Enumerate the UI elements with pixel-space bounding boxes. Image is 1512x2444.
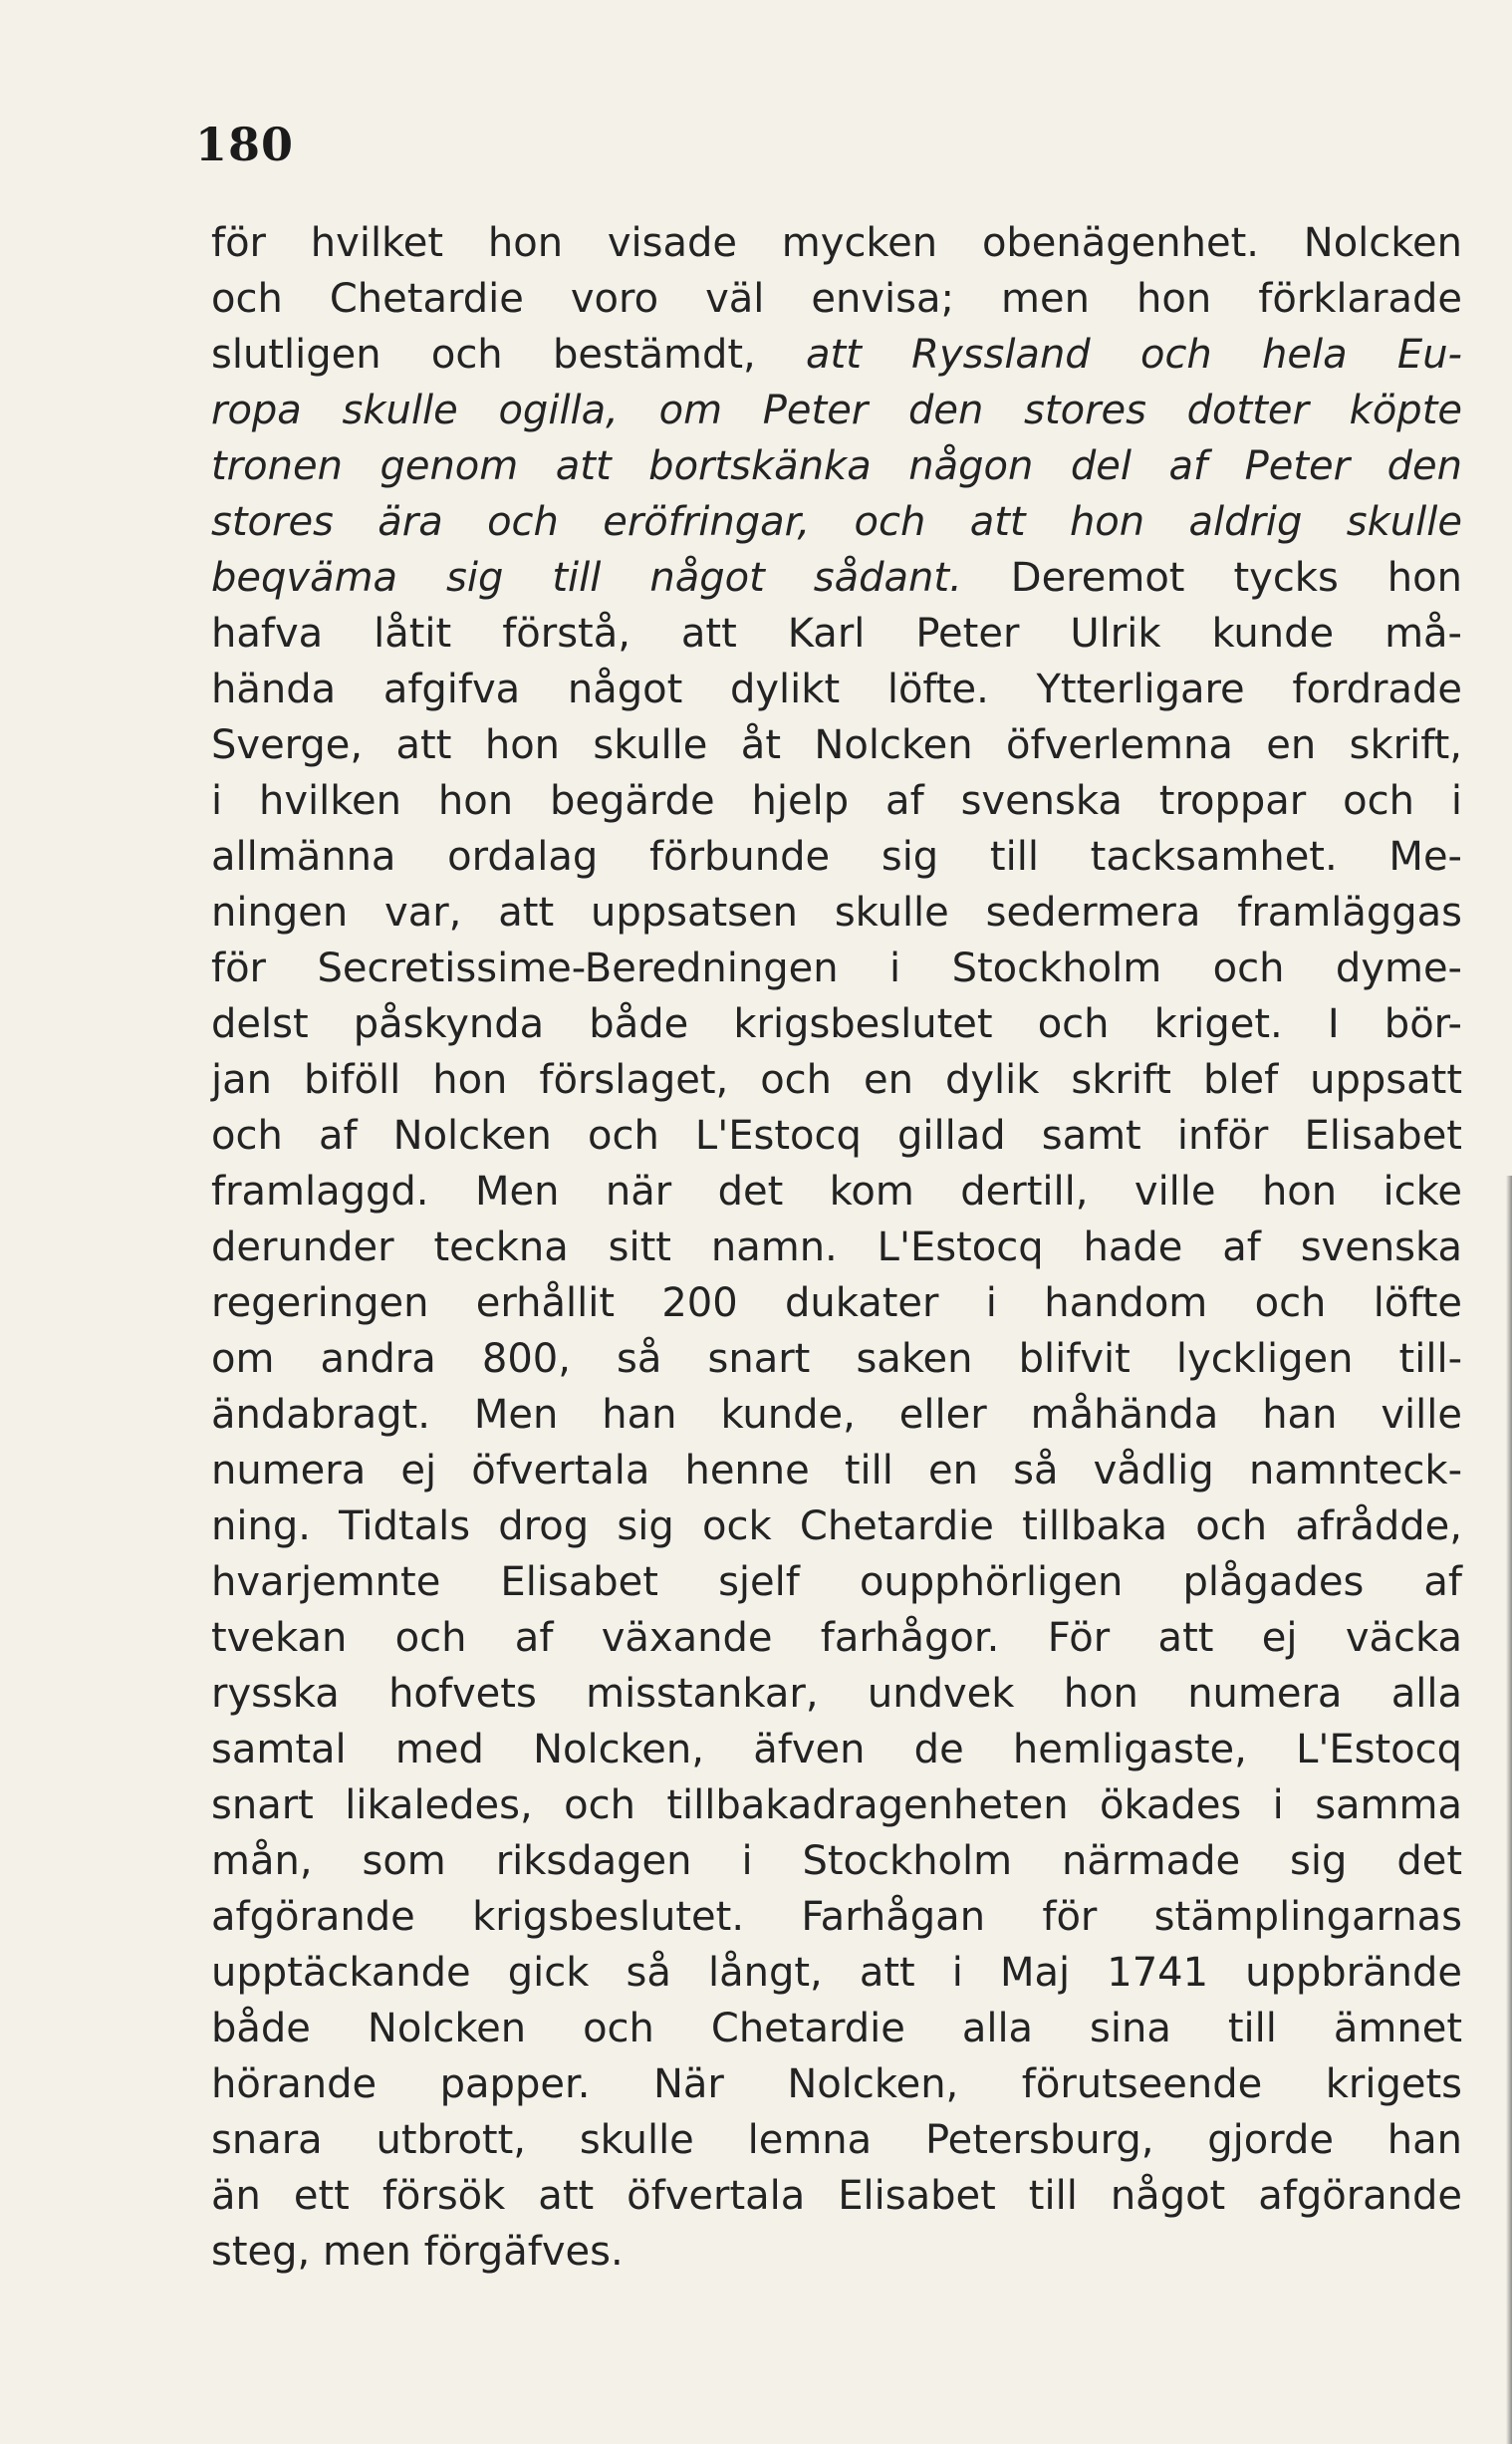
text-line: mån, som riksdagen i Stockholm närmade sig det — [211, 1838, 1462, 1884]
text-line: hvarjemnte Elisabet sjelf oupphörligen plågades af — [211, 1559, 1462, 1605]
text-line: hafva låtit förstå, att Karl Peter Ulrik kunde må- — [211, 611, 1462, 657]
text-line — [211, 383, 1462, 438]
text-line: upptäckande gick så långt, att i Maj 1741 uppbrände — [211, 1950, 1462, 1996]
text-line: delst påskynda både krigsbeslutet och kriget. I bör- — [211, 1001, 1462, 1047]
text-line — [211, 494, 1462, 550]
text-line: slutligen och bestämdt, att Ryssland och hela Eu- — [211, 332, 1462, 378]
text-line: hörande papper. När Nolcken, förutseende krigets — [211, 2061, 1462, 2107]
page-edge-shadow — [1506, 1176, 1512, 2444]
text-line: och af Nolcken och L'Estocq gillad samt inför Elisabet — [211, 1113, 1462, 1159]
text-line: samtal med Nolcken, äfven de hemligaste, L'Estocq — [211, 1727, 1462, 1772]
text-line: framlaggd. Men när det kom dertill, ville hon icke — [211, 1169, 1462, 1215]
text-line: ändabragt. Men han kunde, eller måhända han ville — [211, 1392, 1462, 1438]
text-line: rysska hofvets misstankar, undvek hon numera alla — [211, 1671, 1462, 1717]
text-line: snara utbrott, skulle lemna Petersburg, gjorde han — [211, 2117, 1462, 2163]
text-line: än ett försök att öfvertala Elisabet till något afgörande — [211, 2173, 1462, 2219]
italic-text: beqväma sig till något sådant. — [211, 555, 962, 601]
text-line: derunder teckna sitt namn. L'Estocq hade af svenska — [211, 1224, 1462, 1270]
body-text — [211, 215, 1462, 2280]
italic-text: att Ryssland och hela Eu- — [806, 332, 1462, 378]
text-line: snart likaledes, och tillbakadragenheten ökades i samma — [211, 1782, 1462, 1828]
text-line: allmänna ordalag förbunde sig till tacksamhet. Me- — [211, 834, 1462, 880]
text-line: numera ej öfvertala henne till en så vådlig namnteck- — [211, 1448, 1462, 1494]
text-line: i hvilken hon begärde hjelp af svenska troppar och i — [211, 778, 1462, 824]
text-line: steg, men förgäfves. — [211, 2229, 624, 2275]
text-line: tvekan och af växande farhågor. För att ej väcka — [211, 1615, 1462, 1661]
text-line: Sverge, att hon skulle åt Nolcken öfverlemna en skrift, — [211, 722, 1462, 768]
italic-text: tronen genom att bortskänka någon del af Peter den — [211, 443, 1462, 489]
text-line: hända afgifva något dylikt löfte. Ytterligare fordrade — [211, 667, 1462, 712]
text-line: regeringen erhållit 200 dukater i handom och löfte — [211, 1280, 1462, 1326]
text-line: jan biföll hon förslaget, och en dylik skrift blef uppsatt — [211, 1057, 1462, 1103]
text-line: afgörande krigsbeslutet. Farhågan för stämplingarnas — [211, 1894, 1462, 1940]
italic-text: ropa skulle ogilla, om Peter den stores dotter köpte — [211, 388, 1462, 433]
text-line: för hvilket hon visade mycken obenägenhet. Nolcken — [211, 220, 1462, 266]
text-line: både Nolcken och Chetardie alla sina till ämnet — [211, 2006, 1462, 2051]
text-line: om andra 800, så snart saken blifvit lyckligen till- — [211, 1336, 1462, 1382]
text-line: ningen var, att uppsatsen skulle sedermera framläggas — [211, 890, 1462, 936]
italic-text: stores ära och eröfringar, och att hon aldrig skulle — [211, 499, 1462, 545]
text-line: ning. Tidtals drog sig ock Chetardie tillbaka och afrådde, — [211, 1503, 1462, 1549]
text-line: för Secretissime-Beredningen i Stockholm och dyme- — [211, 946, 1462, 991]
text-line — [211, 438, 1462, 494]
page-number: 180 — [195, 118, 295, 171]
text-line: beqväma sig till något sådant. Deremot tycks hon — [211, 555, 1462, 601]
text-line: och Chetardie voro väl envisa; men hon förklarade — [211, 276, 1462, 322]
